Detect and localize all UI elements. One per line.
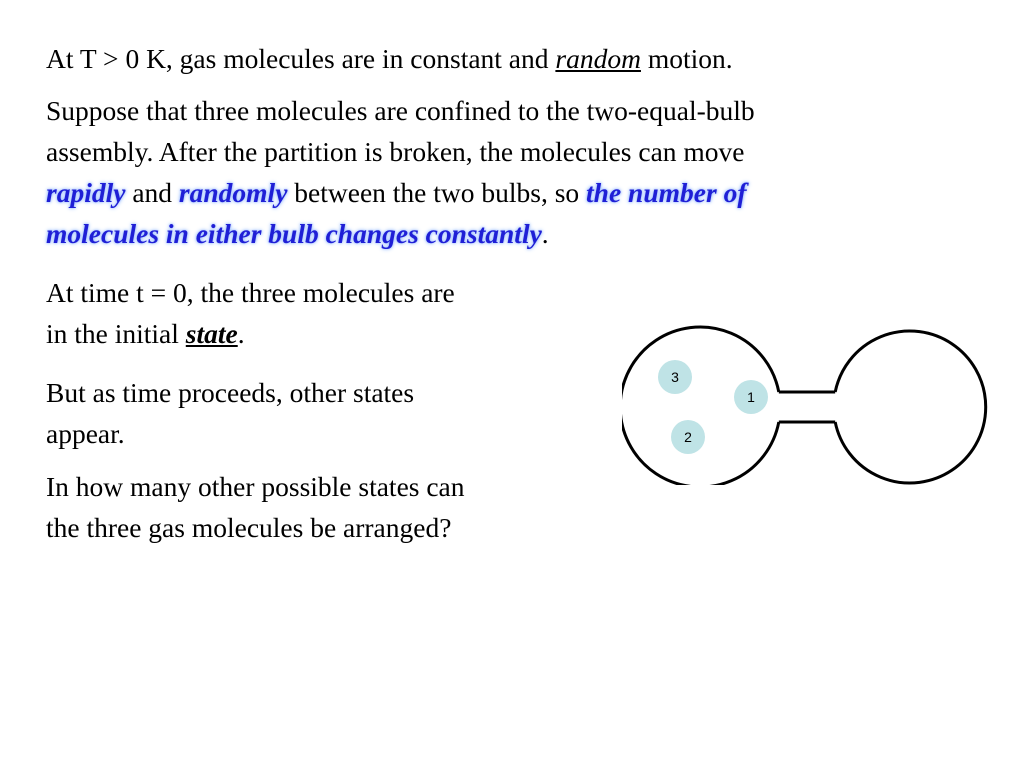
- intro-sentence: [46, 38, 733, 79]
- two-bulb-apparatus: [622, 325, 994, 485]
- question-paragraph: [46, 466, 465, 548]
- random-emphasis: random: [555, 43, 641, 74]
- between-text: between the two bulbs, so: [287, 177, 587, 208]
- molecule: [658, 360, 692, 394]
- question-line-2: the three gas molecules be arranged?: [46, 512, 452, 543]
- time-proceeds-line-2: appear.: [46, 418, 125, 449]
- randomly-emphasis: randomly: [178, 177, 288, 208]
- initial-state-prefix: in the initial: [46, 318, 186, 349]
- molecule: [734, 380, 768, 414]
- initial-state-suffix: .: [237, 318, 245, 349]
- setup-paragraph: [46, 90, 755, 254]
- question-line-1: In how many other possible states can: [46, 471, 465, 502]
- intro-suffix: motion.: [640, 43, 733, 74]
- setup-line-2: assembly. After the partition is broken, the molecules can move: [46, 136, 745, 167]
- bulb-changes-emphasis: molecules in either bulb changes constantly: [46, 218, 542, 249]
- time-proceeds-paragraph: [46, 372, 414, 454]
- initial-state-line-2: [46, 313, 455, 354]
- setup-line-4: [46, 213, 755, 254]
- setup-period: .: [541, 218, 549, 249]
- right-bulb: [835, 331, 986, 483]
- setup-line-1: Suppose that three molecules are confined to the two-equal-bulb: [46, 95, 755, 126]
- molecule-1-label: 1: [747, 389, 755, 405]
- rapidly-emphasis: rapidly: [46, 177, 126, 208]
- intro-text: At T > 0 K, gas molecules are in constant and: [46, 43, 556, 74]
- setup-line-3: [46, 172, 755, 213]
- state-emphasis: state: [185, 318, 238, 349]
- and-text: and: [125, 177, 179, 208]
- number-of-emphasis: the number of: [586, 177, 747, 208]
- molecule-3-label: 3: [671, 369, 679, 385]
- time-proceeds-line-1: But as time proceeds, other states: [46, 377, 415, 408]
- initial-state-line-1: At time t = 0, the three molecules are: [46, 277, 455, 308]
- initial-state-paragraph: [46, 272, 455, 354]
- molecule: [671, 420, 705, 454]
- molecule-2-label: 2: [684, 429, 692, 445]
